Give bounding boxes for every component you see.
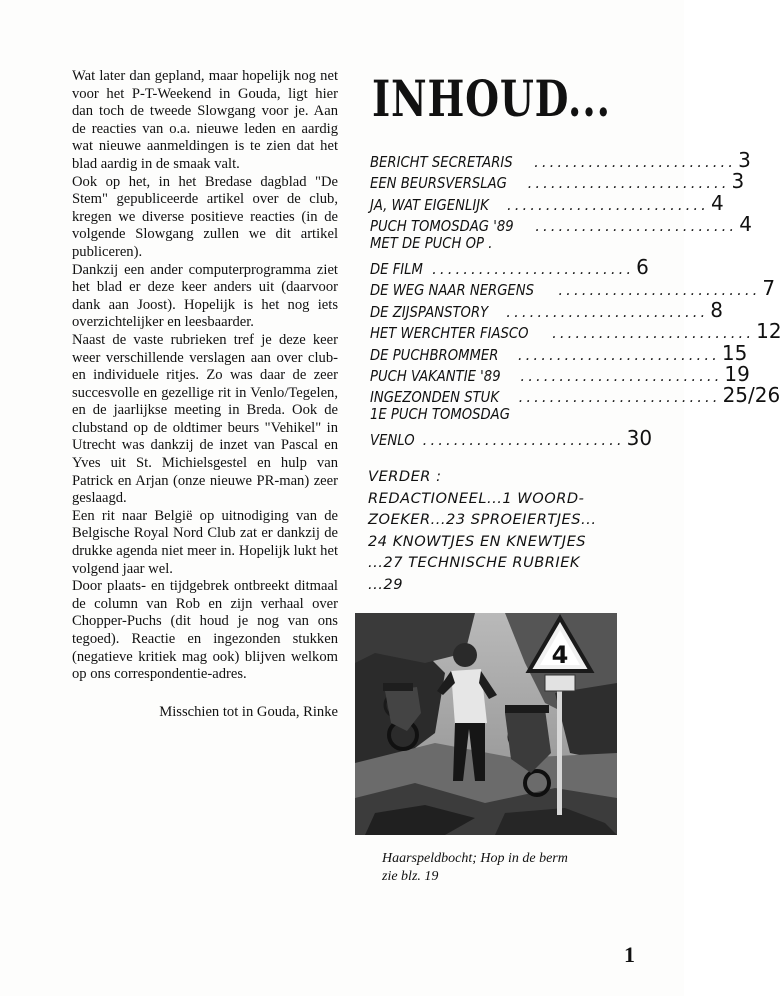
toc-leader: .......................... <box>422 431 625 450</box>
toc-entry <box>370 405 620 426</box>
toc-entry-page: 30 <box>626 426 653 451</box>
toc-entry-label: EEN BEURSVERSLAG <box>370 174 507 193</box>
toc-entry-page: 25/26 <box>722 383 781 408</box>
photo-caption-line: Haarspeldbocht; Hop in de berm <box>382 851 568 866</box>
toc-entry-page: 4 <box>710 190 724 215</box>
toc-entry <box>370 383 781 408</box>
toc-entry-label: DE WEG NAAR NERGENS <box>370 281 535 300</box>
toc-entry-page: 7 <box>762 276 776 301</box>
toc-entry-label: PUCH VAKANTIE '89 <box>370 366 501 385</box>
toc-entry-page: 3 <box>738 148 751 172</box>
toc-entry-label: VENLO <box>370 431 415 450</box>
other-contents-line: 24 KNOWTJES EN KNEWTJES <box>368 532 587 550</box>
toc-entry-label: BERICHT SECRETARIS <box>370 153 513 171</box>
toc-entry-label: PUCH TOMOSDAG '89 <box>370 217 514 236</box>
road-sign-symbol: 4 <box>551 641 569 669</box>
toc-entry <box>370 254 649 279</box>
photo-motorcycle-hairpin <box>355 613 617 835</box>
editorial-paragraph: Een rit naar België op uitnodiging van de Belgische Royal Nord Club zat er dankzij de drukke agenda niet meer in. Hopelijk lukt het volgend jaar wel. <box>72 507 338 577</box>
toc-entry <box>370 234 620 255</box>
toc-entry <box>370 169 745 194</box>
toc-leader: .......................... <box>506 195 709 214</box>
toc-title: INHOUD... <box>372 69 611 128</box>
editorial-paragraph: Door plaats- en tijdgebrek ontbreekt ditmaal de column van Rob en zijn verhaal over Chopper-Puchs (dit houd je nog van ons tegoed). Reactie en ingezonden stukken (negatieve kritiek mag ook) blijven welkom op ons correspondentie-adres. <box>72 578 338 683</box>
toc-entry <box>370 426 653 451</box>
editorial-paragraph: Naast de vaste rubrieken tref je deze keer weer verschillende verslagen aan over club- en individuele ritjes. Zo was daar de zeer succesvolle en gezellige rit in Venlo/Tegelen, en de jaarlijkse meeting in Breda. Ook de clubstand op de oldtimer beurs "Vehikel" in Utrecht was dankzij de inzet van Pascal en Yves uit St. Michielsgestel en hulp van Patrick en Arjan (onze nieuwe PR-man) zeer geslaagd. <box>72 331 338 507</box>
toc-leader: .......................... <box>518 388 721 407</box>
toc-entry <box>370 190 724 215</box>
toc-entry <box>370 297 724 322</box>
toc-entry-label: DE PUCHBROMMER <box>370 345 499 364</box>
toc-leader: .......................... <box>535 217 738 236</box>
editorial-text <box>72 68 338 721</box>
toc-entry-label: JA, WAT EIGENLIJK <box>370 195 489 214</box>
toc-entry <box>370 212 752 237</box>
toc-entry <box>370 148 751 172</box>
toc-entry-label: DE FILM <box>370 259 423 278</box>
toc-entry-label: HET WERCHTER FIASCO <box>370 324 529 343</box>
other-contents-line: ZOEKER...23 SPROEIERTJES... <box>368 511 597 529</box>
other-contents <box>368 466 630 596</box>
editorial-paragraph: Ook op het, in het Bredase dagblad "De Stem" gepubliceerde artikel over de club, kregen we diverse positieve reacties (in de volgende Slowgang zullen we dit artikel publiceren). <box>72 173 338 260</box>
toc-leader: .......................... <box>520 366 723 385</box>
toc-leader: .......................... <box>432 259 635 278</box>
editorial-signature: Misschien tot in Gouda, Rinke <box>159 703 338 720</box>
toc-leader: .......................... <box>534 153 737 171</box>
toc-entry-page: 3 <box>731 169 745 194</box>
toc-entry-page: 4 <box>739 212 752 237</box>
toc-entry <box>370 361 750 386</box>
toc-entry <box>370 276 776 301</box>
toc-leader: .......................... <box>506 302 709 321</box>
photo-caption-line: zie blz. 19 <box>382 869 439 884</box>
editorial-paragraph: Dankzij een ander computerprogramma ziet het blad er deze keer anders uit (daarvoor dank aan Joost). Hopelijk is het nog iets overzichtelijker en leesbaarder. <box>72 261 338 331</box>
other-contents-line: ...27 TECHNISCHE RUBRIEK <box>368 554 581 572</box>
other-contents-line: VERDER : <box>368 468 442 485</box>
toc-entry-label: DE ZIJSPANSTORY <box>370 302 489 321</box>
other-contents-line: REDACTIONEEL...1 WOORD- <box>368 489 585 507</box>
page-number: 1 <box>624 942 635 967</box>
toc-entry-label: INGEZONDEN STUK <box>370 388 499 407</box>
toc-leader: .......................... <box>552 324 755 343</box>
table-of-contents <box>370 148 782 451</box>
toc-entry-page: 6 <box>636 254 649 279</box>
toc-entry-label: 1E PUCH TOMOSDAG <box>370 404 510 423</box>
editorial-paragraph: Wat later dan gepland, maar hopelijk nog net voor het P-T-Weekend in Gouda, ligt hier dan toch de tweede Slowgang voor je. Aan de reacties van o.a. nieuwe leden en aardig wat nieuwe aanmeldingen is te zien dat het blad aardig in de smaak valt. <box>72 68 338 172</box>
toc-leader: .......................... <box>558 281 761 300</box>
toc-entry-page: 19 <box>724 361 750 386</box>
other-contents-line: ...29 <box>368 575 403 593</box>
toc-leader: .......................... <box>517 345 720 364</box>
toc-entry-page: 8 <box>710 297 724 322</box>
toc-entry <box>370 340 748 365</box>
toc-entry-page: 12 <box>756 319 782 344</box>
toc-entry <box>370 319 782 344</box>
toc-entry-page: 15 <box>721 340 748 365</box>
toc-entry-label: MET DE PUCH OP . <box>370 233 493 252</box>
toc-leader: .......................... <box>527 174 730 193</box>
photo-caption <box>382 850 622 886</box>
